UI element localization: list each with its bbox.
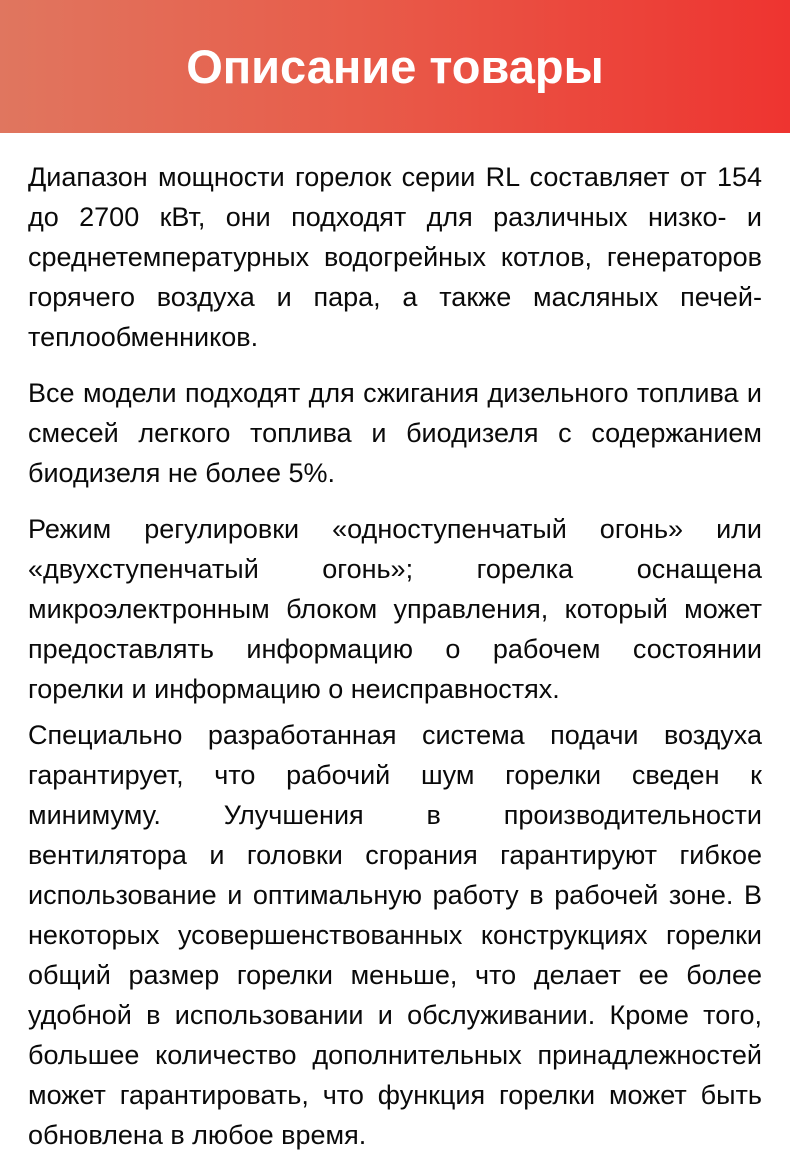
paragraph-regulation-mode: Режим регулировки «одноступенчатый огонь» или «двухступенчатый огонь»; горелка оснащена микроэлектронным блоком управления, который может предоставлять информацию о рабочем состоянии горелки и информацию о неисправностях. (28, 514, 762, 704)
description-body (0, 133, 790, 1155)
paragraph-air-supply-system: Специально разработанная система подачи воздуха гарантирует, что рабочий шум горелки сведен к минимуму. Улучшения в производительности вентилятора и головки сгорания гарантируют гибкое использование и оптимальную работу в рабочей зоне. В некоторых усовершенствованных конструкциях горелки общий размер горелки меньше, что делает ее более удобной в использовании и обслуживании. Кроме того, большее количество дополнительных принадлежностей может гарантировать, что функция горелки может быть обновлена в любое время. (28, 720, 762, 1150)
product-description-header (0, 0, 790, 133)
paragraph-fuel-types: Все модели подходят для сжигания дизельного топлива и смесей легкого топлива и биодизеля с содержанием биодизеля не более 5%. (28, 378, 762, 488)
page-title: Описание товары (186, 40, 604, 93)
paragraph-power-range: Диапазон мощности горелок серии RL составляет от 154 до 2700 кВт, они подходят для различных низко- и среднетемпературных водогрейных котлов, генераторов горячего воздуха и пара, а также масляных печей-теплообменников. (28, 162, 762, 352)
